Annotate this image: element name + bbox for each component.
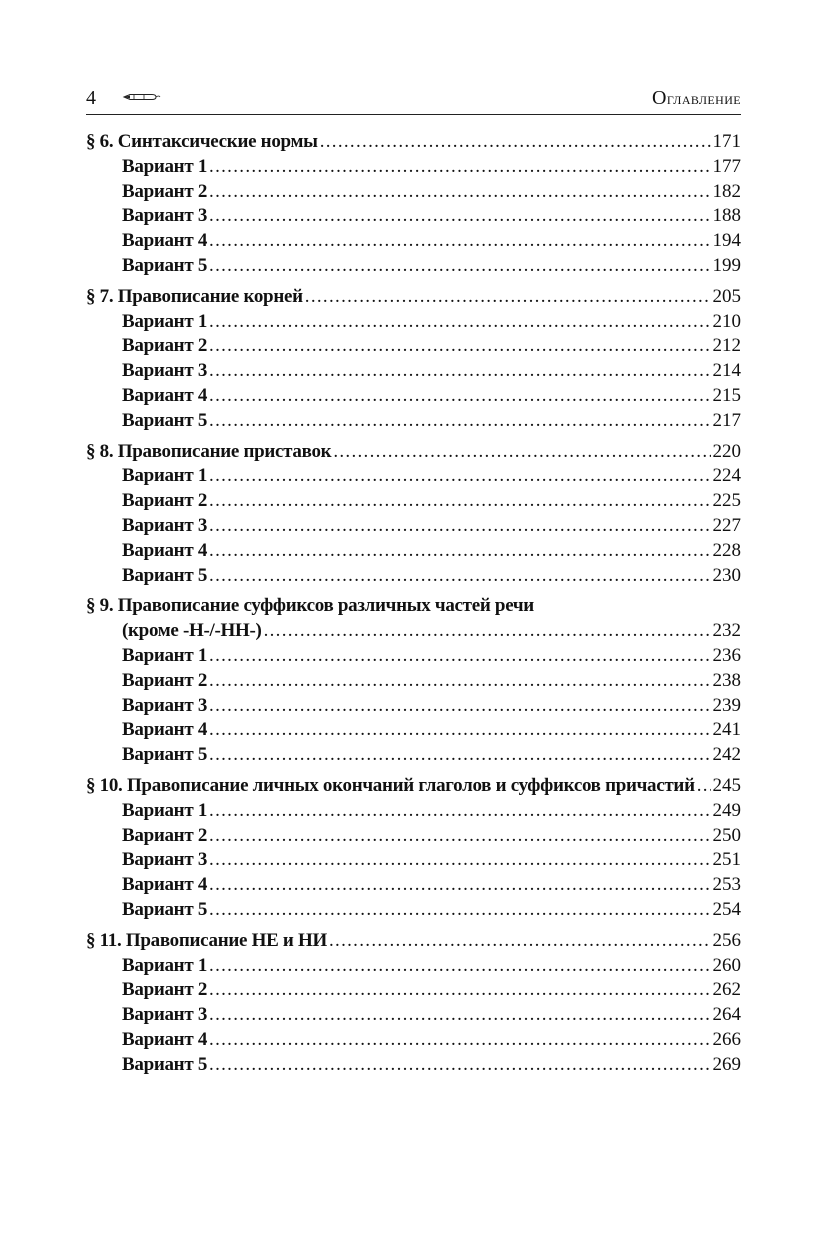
variant-entry[interactable] bbox=[86, 539, 741, 564]
variant-entry-page: 250 bbox=[712, 824, 741, 846]
variant-entry[interactable] bbox=[86, 1003, 741, 1028]
section-entry[interactable] bbox=[86, 285, 741, 310]
dot-leader bbox=[209, 873, 710, 898]
variant-entry[interactable] bbox=[86, 204, 741, 229]
variant-entry[interactable] bbox=[86, 718, 741, 743]
variant-entry-label: Вариант 3 bbox=[122, 849, 208, 871]
section-entry[interactable] bbox=[86, 774, 741, 799]
dot-leader bbox=[209, 180, 710, 205]
variant-entry-page: 264 bbox=[712, 1004, 741, 1026]
toc-section bbox=[86, 440, 741, 589]
variant-entry-label: Вариант 1 bbox=[122, 644, 208, 666]
variant-entry-label: Вариант 3 bbox=[122, 205, 208, 227]
variant-entry-page: 253 bbox=[712, 874, 741, 896]
dot-leader bbox=[209, 204, 710, 229]
section-entry[interactable] bbox=[86, 440, 741, 465]
dot-leader bbox=[209, 1053, 710, 1078]
dot-leader bbox=[209, 1028, 710, 1053]
variant-entry-page: 241 bbox=[712, 719, 741, 741]
toc-section bbox=[86, 285, 741, 434]
dot-leader bbox=[209, 694, 710, 719]
dot-leader bbox=[333, 440, 710, 465]
dot-leader bbox=[209, 898, 710, 923]
variant-entry-page: 262 bbox=[712, 979, 741, 1001]
variant-entry[interactable] bbox=[86, 489, 741, 514]
variant-entry-page: 260 bbox=[712, 954, 741, 976]
variant-entry[interactable] bbox=[86, 384, 741, 409]
variant-entry-page: 242 bbox=[712, 744, 741, 766]
variant-entry[interactable] bbox=[86, 334, 741, 359]
toc-section bbox=[86, 929, 741, 1078]
variant-entry-page: 212 bbox=[712, 335, 741, 357]
dot-leader bbox=[264, 619, 711, 644]
variant-entry[interactable] bbox=[86, 359, 741, 384]
variant-entry-page: 228 bbox=[712, 539, 741, 561]
variant-entry-page: 177 bbox=[712, 155, 741, 177]
variant-entry-page: 239 bbox=[712, 694, 741, 716]
dot-leader bbox=[209, 359, 710, 384]
dot-leader bbox=[320, 130, 711, 155]
dot-leader bbox=[209, 409, 710, 434]
section-entry-label: § 7. Правописание корней bbox=[86, 285, 303, 307]
variant-entry-label: Вариант 4 bbox=[122, 230, 208, 252]
dot-leader bbox=[209, 489, 710, 514]
section-entry-page: 171 bbox=[712, 131, 741, 152]
variant-entry-page: 210 bbox=[712, 310, 741, 332]
variant-entry-label: Вариант 1 bbox=[122, 954, 208, 976]
variant-entry[interactable] bbox=[86, 644, 741, 669]
dot-leader bbox=[209, 954, 710, 979]
running-title: Оглавление bbox=[652, 87, 741, 109]
variant-entry[interactable] bbox=[86, 743, 741, 768]
dot-leader bbox=[697, 774, 711, 799]
toc-section bbox=[86, 130, 741, 279]
section-entry-page: 256 bbox=[712, 929, 741, 951]
section-entry-label: (кроме -Н-/-НН-) bbox=[122, 620, 262, 642]
variant-entry-page: 266 bbox=[712, 1028, 741, 1050]
variant-entry-page: 269 bbox=[712, 1053, 741, 1075]
variant-entry-page: 217 bbox=[712, 409, 741, 431]
variant-entry-label: Вариант 4 bbox=[122, 719, 208, 741]
dot-leader bbox=[305, 285, 711, 310]
table-of-contents bbox=[86, 130, 741, 1077]
variant-entry[interactable] bbox=[86, 799, 741, 824]
variant-entry-label: Вариант 2 bbox=[122, 669, 208, 691]
dot-leader bbox=[209, 644, 710, 669]
dot-leader bbox=[209, 384, 710, 409]
section-entry-page: 220 bbox=[712, 440, 741, 462]
section-entry-page: 232 bbox=[712, 620, 741, 642]
variant-entry[interactable] bbox=[86, 898, 741, 923]
page-number: 4 bbox=[86, 87, 96, 109]
variant-entry-page: 249 bbox=[712, 799, 741, 821]
variant-entry-label: Вариант 3 bbox=[122, 1004, 208, 1026]
variant-entry-label: Вариант 4 bbox=[122, 384, 208, 406]
variant-entry[interactable] bbox=[86, 848, 741, 873]
section-entry-label: § 11. Правописание НЕ и НИ bbox=[86, 929, 327, 951]
dot-leader bbox=[209, 539, 710, 564]
variant-entry[interactable] bbox=[86, 514, 741, 539]
dot-leader bbox=[209, 310, 710, 335]
variant-entry-page: 236 bbox=[712, 644, 741, 666]
dot-leader bbox=[209, 978, 710, 1003]
section-entry[interactable] bbox=[86, 619, 741, 644]
section-entry-label: § 8. Правописание приставок bbox=[86, 440, 332, 462]
variant-entry[interactable] bbox=[86, 254, 741, 279]
variant-entry-label: Вариант 1 bbox=[122, 155, 208, 177]
variant-entry-label: Вариант 5 bbox=[122, 564, 208, 586]
variant-entry[interactable] bbox=[86, 229, 741, 254]
variant-entry-label: Вариант 4 bbox=[122, 1028, 208, 1050]
pen-icon bbox=[122, 90, 162, 108]
variant-entry[interactable] bbox=[86, 1028, 741, 1053]
dot-leader bbox=[209, 514, 710, 539]
variant-entry-page: 215 bbox=[712, 384, 741, 406]
section-entry-label: § 10. Правописание личных окончаний глаголов и суффиксов причастий bbox=[86, 774, 695, 796]
dot-leader bbox=[329, 929, 711, 954]
variant-entry[interactable] bbox=[86, 180, 741, 205]
variant-entry[interactable] bbox=[86, 824, 741, 849]
variant-entry-page: 251 bbox=[712, 849, 741, 871]
section-entry-label: § 6. Синтаксические нормы bbox=[86, 131, 318, 152]
page-header bbox=[86, 84, 741, 115]
variant-entry-page: 227 bbox=[712, 514, 741, 536]
variant-entry-page: 214 bbox=[712, 360, 741, 382]
variant-entry[interactable] bbox=[86, 954, 741, 979]
variant-entry-page: 199 bbox=[712, 254, 741, 276]
variant-entry-label: Вариант 2 bbox=[122, 335, 208, 357]
variant-entry[interactable] bbox=[86, 310, 741, 335]
variant-entry-label: Вариант 1 bbox=[122, 310, 208, 332]
toc-section bbox=[86, 594, 741, 768]
dot-leader bbox=[209, 334, 710, 359]
variant-entry-label: Вариант 5 bbox=[122, 1053, 208, 1075]
variant-entry-label: Вариант 4 bbox=[122, 874, 208, 896]
variant-entry-label: Вариант 2 bbox=[122, 824, 208, 846]
variant-entry[interactable] bbox=[86, 873, 741, 898]
variant-entry[interactable] bbox=[86, 694, 741, 719]
variant-entry-label: Вариант 3 bbox=[122, 360, 208, 382]
dot-leader bbox=[209, 464, 710, 489]
variant-entry[interactable] bbox=[86, 564, 741, 589]
section-entry[interactable] bbox=[86, 929, 741, 954]
dot-leader bbox=[209, 848, 710, 873]
variant-entry-label: Вариант 5 bbox=[122, 744, 208, 766]
dot-leader bbox=[209, 824, 710, 849]
variant-entry-page: 188 bbox=[712, 205, 741, 227]
variant-entry-label: Вариант 3 bbox=[122, 514, 208, 536]
variant-entry-label: Вариант 3 bbox=[122, 694, 208, 716]
variant-entry[interactable] bbox=[86, 978, 741, 1003]
toc-section bbox=[86, 774, 741, 923]
variant-entry-label: Вариант 2 bbox=[122, 979, 208, 1001]
variant-entry-label: Вариант 5 bbox=[122, 254, 208, 276]
dot-leader bbox=[209, 254, 710, 279]
variant-entry[interactable] bbox=[86, 1053, 741, 1078]
dot-leader bbox=[209, 1003, 710, 1028]
variant-entry-label: Вариант 1 bbox=[122, 799, 208, 821]
section-entry[interactable] bbox=[86, 130, 741, 155]
variant-entry[interactable] bbox=[86, 669, 741, 694]
dot-leader bbox=[209, 229, 710, 254]
variant-entry-label: Вариант 2 bbox=[122, 490, 208, 512]
section-title[interactable]: § 9. Правописание суффиксов различных частей речи bbox=[86, 595, 534, 617]
variant-entry-page: 254 bbox=[712, 898, 741, 920]
variant-entry-page: 225 bbox=[712, 490, 741, 512]
dot-leader bbox=[209, 799, 710, 824]
variant-entry-label: Вариант 5 bbox=[122, 409, 208, 431]
variant-entry-label: Вариант 1 bbox=[122, 465, 208, 487]
variant-entry-page: 182 bbox=[712, 180, 741, 202]
variant-entry-page: 224 bbox=[712, 465, 741, 487]
dot-leader bbox=[209, 564, 710, 589]
dot-leader bbox=[209, 669, 710, 694]
section-entry-page: 245 bbox=[712, 774, 741, 796]
dot-leader bbox=[209, 743, 710, 768]
dot-leader bbox=[209, 155, 710, 180]
variant-entry[interactable] bbox=[86, 464, 741, 489]
variant-entry[interactable] bbox=[86, 409, 741, 434]
section-entry-page: 205 bbox=[712, 285, 741, 307]
variant-entry-page: 194 bbox=[712, 230, 741, 252]
variant-entry-page: 238 bbox=[712, 669, 741, 691]
variant-entry-page: 230 bbox=[712, 564, 741, 586]
variant-entry-label: Вариант 5 bbox=[122, 898, 208, 920]
variant-entry[interactable] bbox=[86, 155, 741, 180]
dot-leader bbox=[209, 718, 710, 743]
variant-entry-label: Вариант 4 bbox=[122, 539, 208, 561]
variant-entry-label: Вариант 2 bbox=[122, 180, 208, 202]
